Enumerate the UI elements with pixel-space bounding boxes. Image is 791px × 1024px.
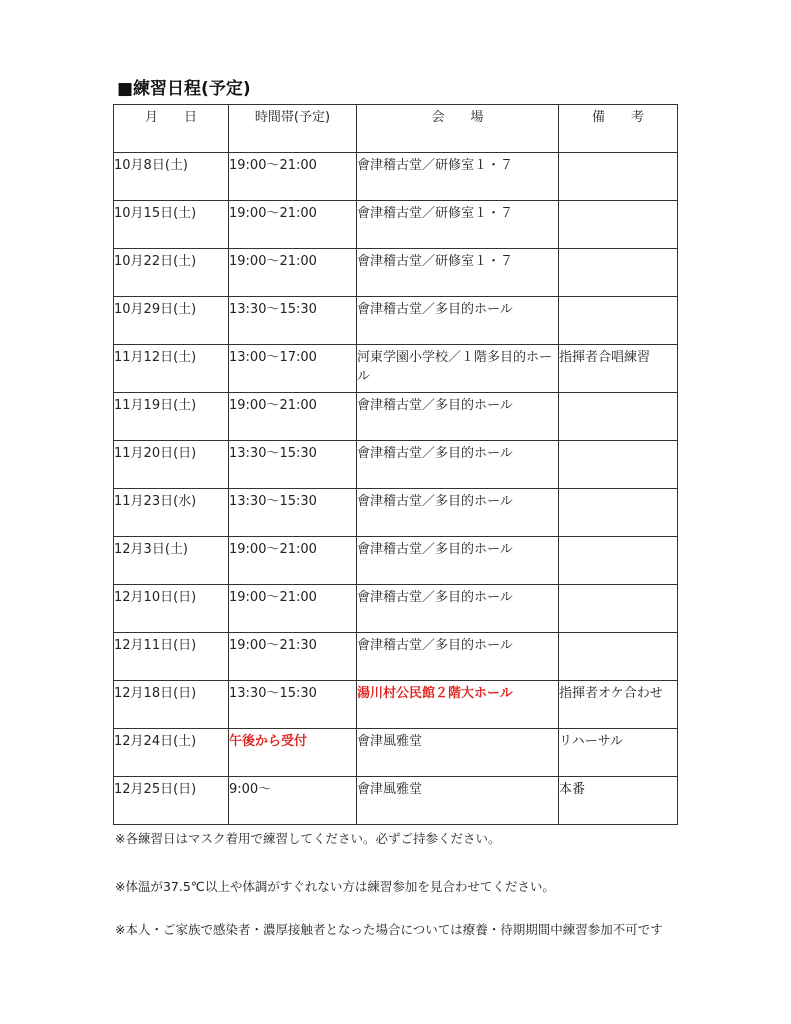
cell-note <box>559 585 678 633</box>
cell-venue: 會津稽古堂／多目的ホール <box>357 393 559 441</box>
cell-time: 19:00～21:00 <box>229 393 357 441</box>
cell-venue: 會津風雅堂 <box>357 729 559 777</box>
table-row <box>114 633 678 681</box>
cell-date: 10月15日(土) <box>114 201 229 249</box>
cell-note <box>559 153 678 201</box>
table-row <box>114 489 678 537</box>
cell-note <box>559 537 678 585</box>
cell-date: 11月23日(水) <box>114 489 229 537</box>
cell-time-highlight: 午後から受付 <box>229 729 357 777</box>
cell-time: 13:30～15:30 <box>229 681 357 729</box>
cell-note <box>559 393 678 441</box>
cell-date: 11月12日(土) <box>114 345 229 393</box>
cell-time: 13:30～15:30 <box>229 297 357 345</box>
table-row <box>114 201 678 249</box>
cell-venue: 會津稽古堂／多目的ホール <box>357 585 559 633</box>
table-row <box>114 777 678 825</box>
cell-time: 19:00～21:00 <box>229 153 357 201</box>
table-row <box>114 729 678 777</box>
page-title: ■練習日程(予定) <box>117 79 251 99</box>
cell-date: 11月19日(土) <box>114 393 229 441</box>
header-note: 備 考 <box>559 105 678 153</box>
note-infection: ※本人・ご家族で感染者・濃厚接触者となった場合については療養・待期期間中練習参加不可です <box>115 922 663 937</box>
cell-note <box>559 249 678 297</box>
cell-venue: 會津稽古堂／研修室１・７ <box>357 249 559 297</box>
cell-note <box>559 441 678 489</box>
schedule-table <box>113 104 678 825</box>
cell-time: 13:00～17:00 <box>229 345 357 393</box>
cell-date: 12月24日(土) <box>114 729 229 777</box>
cell-date: 10月22日(土) <box>114 249 229 297</box>
cell-venue: 會津稽古堂／多目的ホール <box>357 633 559 681</box>
cell-date: 10月8日(土) <box>114 153 229 201</box>
note-mask: ※各練習日はマスク着用で練習してください。必ずご持参ください。 <box>115 831 501 846</box>
cell-date: 12月18日(日) <box>114 681 229 729</box>
cell-time: 19:00～21:00 <box>229 249 357 297</box>
cell-note <box>559 633 678 681</box>
table-row <box>114 297 678 345</box>
cell-date: 10月29日(土) <box>114 297 229 345</box>
cell-date: 12月10日(日) <box>114 585 229 633</box>
table-row <box>114 249 678 297</box>
table-row <box>114 537 678 585</box>
note-temperature: ※体温が37.5℃以上や体調がすぐれない方は練習参加を見合わせてください。 <box>115 879 555 894</box>
cell-date: 11月20日(日) <box>114 441 229 489</box>
cell-venue: 會津風雅堂 <box>357 777 559 825</box>
cell-date: 12月11日(日) <box>114 633 229 681</box>
table-row <box>114 345 678 393</box>
table-header-row <box>114 105 678 153</box>
cell-time: 19:00～21:00 <box>229 201 357 249</box>
cell-note: 本番 <box>559 777 678 825</box>
cell-note: 指揮者オケ合わせ <box>559 681 678 729</box>
cell-date: 12月25日(日) <box>114 777 229 825</box>
cell-venue: 會津稽古堂／研修室１・７ <box>357 153 559 201</box>
cell-time: 19:00～21:30 <box>229 633 357 681</box>
table-row <box>114 441 678 489</box>
cell-date: 12月3日(土) <box>114 537 229 585</box>
cell-venue: 會津稽古堂／多目的ホール <box>357 441 559 489</box>
table-row <box>114 585 678 633</box>
table-row <box>114 153 678 201</box>
table-row <box>114 393 678 441</box>
cell-time: 19:00～21:00 <box>229 585 357 633</box>
table-row <box>114 681 678 729</box>
cell-time: 13:30～15:30 <box>229 489 357 537</box>
cell-note <box>559 201 678 249</box>
cell-time: 13:30～15:30 <box>229 441 357 489</box>
cell-venue: 會津稽古堂／研修室１・７ <box>357 201 559 249</box>
cell-note: リハーサル <box>559 729 678 777</box>
cell-time: 19:00～21:00 <box>229 537 357 585</box>
cell-venue-highlight: 湯川村公民館２階大ホール <box>357 681 559 729</box>
cell-time: 9:00～ <box>229 777 357 825</box>
cell-venue: 會津稽古堂／多目的ホール <box>357 297 559 345</box>
cell-note: 指揮者合唱練習 <box>559 345 678 393</box>
cell-venue: 會津稽古堂／多目的ホール <box>357 537 559 585</box>
header-venue: 会 場 <box>357 105 559 153</box>
header-date: 月 日 <box>114 105 229 153</box>
cell-venue: 河東学園小学校／１階多目的ホール <box>357 345 559 393</box>
cell-note <box>559 489 678 537</box>
header-time: 時間帯(予定) <box>229 105 357 153</box>
cell-venue: 會津稽古堂／多目的ホール <box>357 489 559 537</box>
cell-note <box>559 297 678 345</box>
